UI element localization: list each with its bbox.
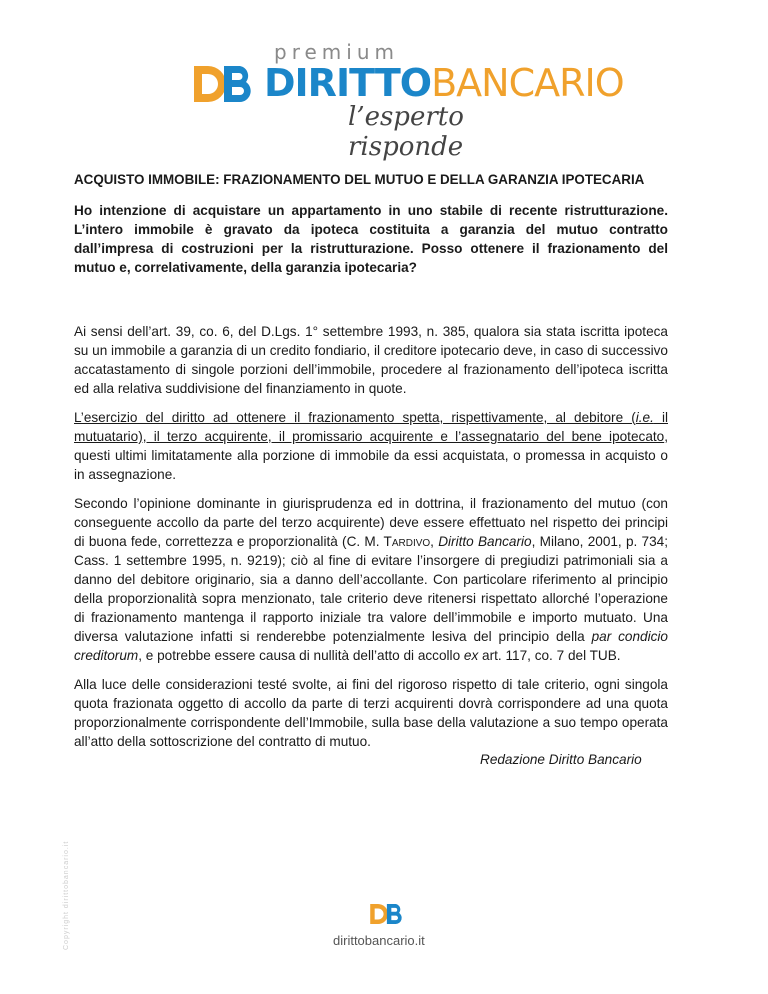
footer-db-logo-icon xyxy=(368,898,408,930)
paragraph-2: L’esercizio del diritto ad ottenere il frazionamento spetta, rispettivamente, al debitore (i.e. il mutuatario), il terzo acquirente, il promissario acquirente e l’assegnatario del bene ipotecato, questi ultimi limitatamente alla porzione di immobile da essi acquistata, o promessa in acquisto o in assegnazione. xyxy=(74,410,668,482)
copyright-watermark: Copyright dirittobancario.it xyxy=(63,840,70,950)
article-title: ACQUISTO IMMOBILE: FRAZIONAMENTO DEL MUTUO E DELLA GARANZIA IPOTECARIA xyxy=(74,172,645,187)
logo-tagline: l’esperto risponde xyxy=(348,102,464,162)
paragraph-3: Secondo l’opinione dominante in giurisprudenza ed in dottrina, il frazionamento del mutuo (con conseguente accollo da parte del terzo acquirente) deve essere effettuato nel rispetto dei principi di buona fede, correttezza e proporzionalità (C. M. Tardivo, Diritto Bancario, Milano, 2001, p. 734; Cass. 1 settembre 1995, n. 9219); ciò al fine di evitare l’insorgere di pregiudizi patrimoniali sia a danno del debitore originario, sia a danno dell’accollante. Con particolare riferimento al principio della proporzionalità sopra menzionato, tale criterio deve ritenersi rispettato allorché l’operazione di frazionamento mantenga il rapporto iniziale tra valore dell’immobile e importo mutuato. Una diversa valutazione infatti si renderebbe potenzialmente lesiva del principio della par condicio creditorum, e potrebbe essere causa di nullità dell’atto di accollo ex art. 117, co. 7 del TUB. xyxy=(74,496,668,663)
header-logo xyxy=(190,40,624,162)
article xyxy=(74,170,668,761)
signature: Redazione Diritto Bancario xyxy=(480,752,642,767)
paragraph-1: Ai sensi dell’art. 39, co. 6, del D.Lgs. 1° settembre 1993, n. 385, qualora sia stata iscritta ipoteca su un immobile a garanzia di un credito fondiario, il creditore ipotecario deve, in caso di successivo accatastamento di singole porzioni dell’immobile, procedere al frazionamento dell’ipoteca iscritta ed alla relativa suddivisione del finanziamento in quote. xyxy=(74,324,668,396)
paragraph-4: Alla luce delle considerazioni testé svolte, ai fini del rigoroso rispetto di tale criterio, ogni singola quota frazionata oggetto di accollo da parte di terzi acquirenti dovrà corrispondere ad una quota proporzionalmente corrispondente dell’Immobile, sulla base della valutazione a suo tempo operata all’atto della sottoscrizione del contratto di mutuo. xyxy=(74,677,668,749)
logo-premium-text: premium xyxy=(274,40,399,64)
db-logo-icon xyxy=(190,62,262,106)
logo-brand: DIRITTOBANCARIO xyxy=(264,61,624,105)
footer-site-link[interactable]: dirittobancario.it xyxy=(333,933,425,948)
article-question: Ho intenzione di acquistare un appartamento in uno stabile di recente ristrutturazione. L’intero immobile è gravato da ipoteca costituita a garanzia del mutuo contratto dall’impresa di costruzioni per la ristrutturazione. Posso ottenere il frazionamento del mutuo e, correlativamente, della garanzia ipotecaria? xyxy=(74,203,668,275)
